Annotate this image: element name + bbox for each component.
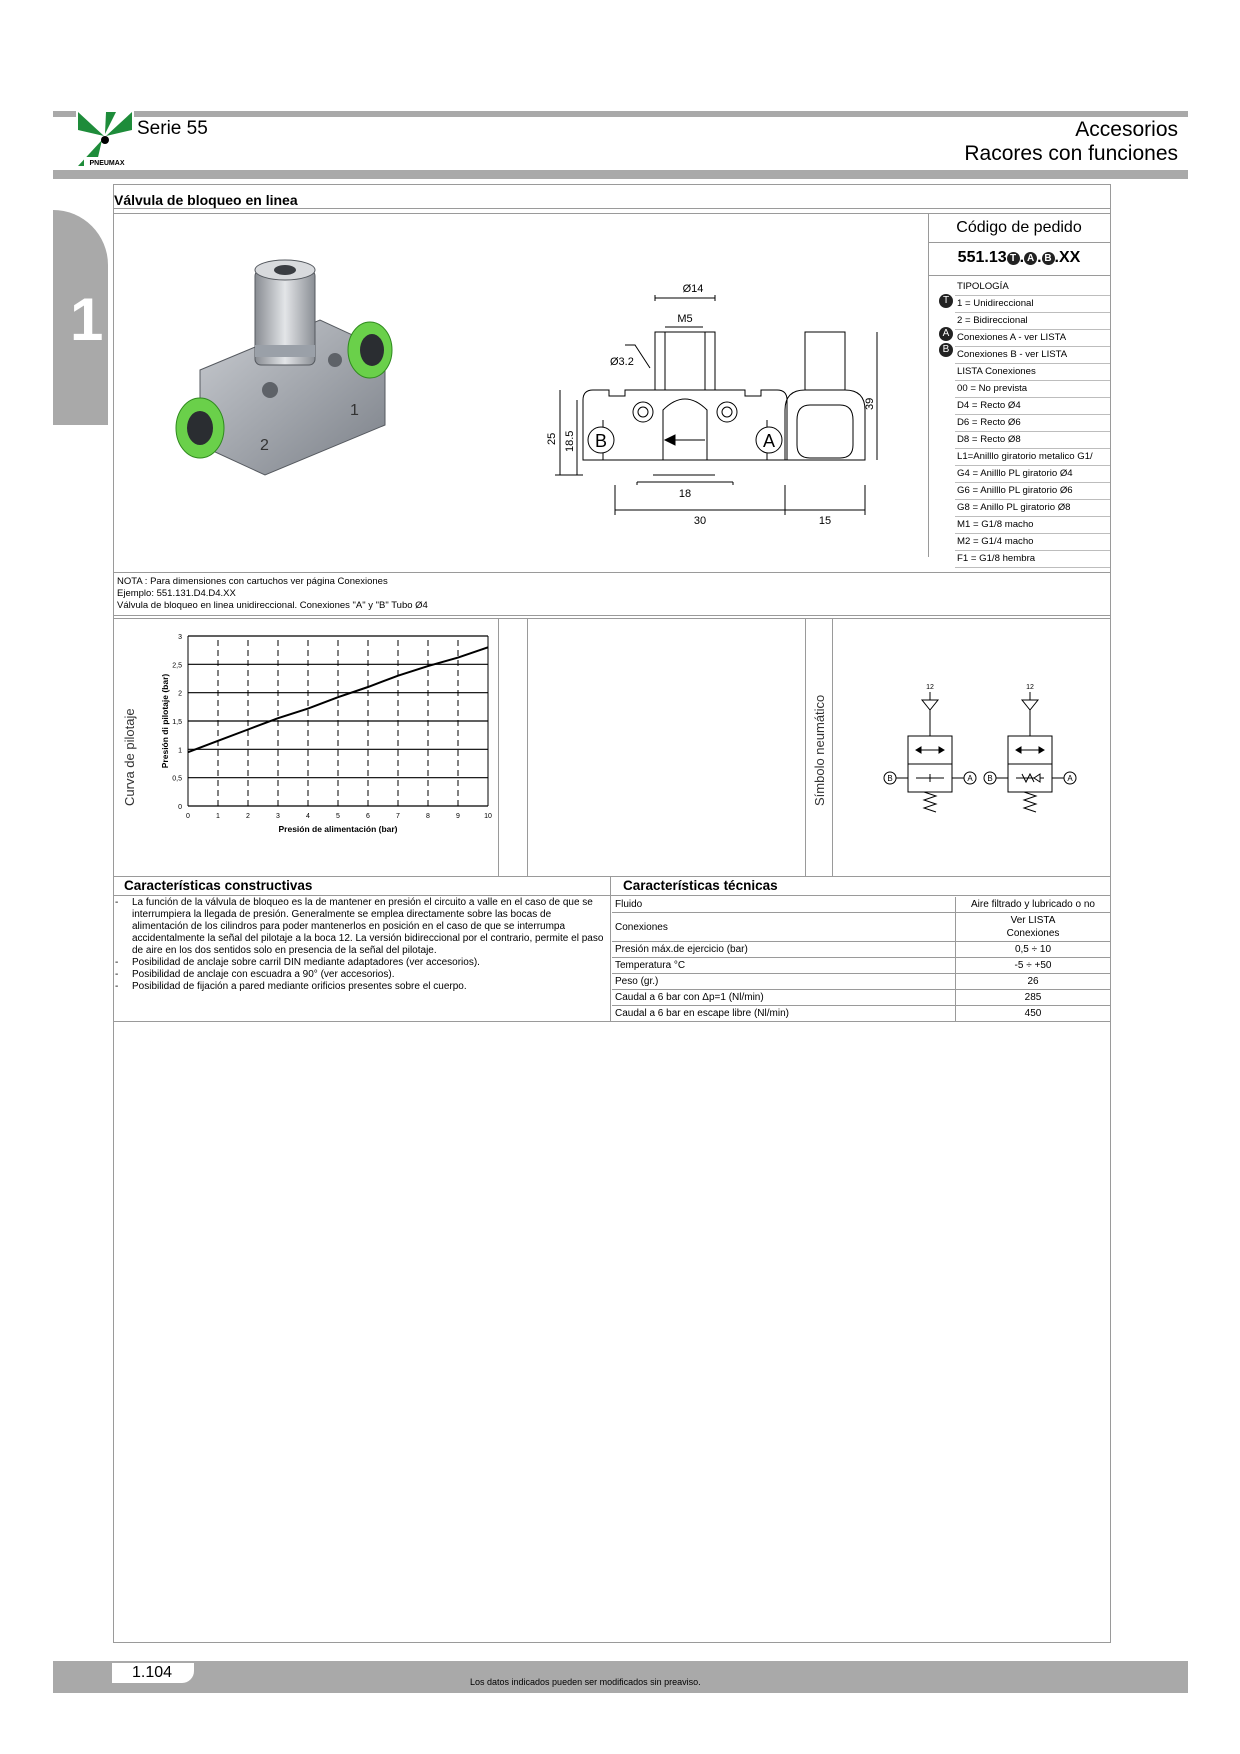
rule <box>113 876 1111 877</box>
dim-15: 15 <box>818 515 832 527</box>
symbol-port-a: A <box>967 774 973 783</box>
footer-note: Los datos indicados pueden ser modificados sin preaviso. <box>470 1677 701 1687</box>
table-key: Presión máx.de ejercicio (bar) <box>612 942 956 957</box>
code-row: M1 = G1/8 macho <box>955 517 1110 534</box>
symbol-port-12: 12 <box>926 684 934 691</box>
order-code: 551.13 T . A . B .XX <box>957 249 1081 266</box>
header-bottom-rule <box>53 170 1188 179</box>
table-key: Peso (gr.) <box>612 974 956 989</box>
code-row: Conexiones A - ver LISTA <box>955 330 1110 347</box>
x-tick-label: 7 <box>396 813 400 820</box>
code-row: Conexiones B - ver LISTA <box>955 347 1110 364</box>
y-tick-label: 3 <box>178 634 182 641</box>
symbol-port-12: 12 <box>1026 684 1034 691</box>
list-item-text: Posibilidad de anclaje sobre carril DIN mediante adaptadores (ver accesorios). <box>132 957 480 968</box>
dim-39: 39 <box>864 397 876 410</box>
marker-t-icon: T <box>939 294 953 308</box>
table-key: Caudal a 6 bar en escape libre (Nl/min) <box>612 1006 956 1021</box>
x-tick-label: 9 <box>456 813 460 820</box>
page-number: 1.104 <box>112 1663 194 1683</box>
table-key: Caudal a 6 bar con Δp=1 (Nl/min) <box>612 990 956 1005</box>
table-row <box>612 974 1110 990</box>
rule <box>113 618 1111 619</box>
pilot-curve-chart <box>140 624 490 870</box>
rule <box>113 213 1111 214</box>
subcategory-title: Racores con funciones <box>964 142 1178 165</box>
constructive-list <box>114 897 608 993</box>
marker-a-icon: A <box>1024 252 1037 265</box>
code-row: 1 = Unidireccional <box>955 296 1110 313</box>
dimension-drawing <box>525 270 875 540</box>
divider <box>610 876 611 1021</box>
code-row: TIPOLOGÍA <box>955 279 1110 296</box>
y-axis-label: Presión di pilotaje (bar) <box>160 673 170 769</box>
x-tick-label: 4 <box>306 813 310 820</box>
dim-18: 18 <box>678 488 692 500</box>
code-row: D6 = Recto Ø6 <box>955 415 1110 432</box>
table-value: -5 ÷ +50 <box>1014 960 1052 971</box>
table-value: 0,5 ÷ 10 <box>1014 944 1052 955</box>
x-tick-label: 5 <box>336 813 340 820</box>
divider <box>498 618 499 876</box>
constructive-title: Características constructivas <box>124 878 313 893</box>
rule <box>928 242 1111 243</box>
symbol-port-a: A <box>1067 774 1073 783</box>
list-item: - La función de la válvula de bloqueo es la de mantener en presión el circuito a valle en el caso de que se interrumpiera la llegada de presión. Generalmente se emplea directamente sobre las bocas de alimentación de los cilindros para poder mantenerlos en posición en el caso de que se interrumpa accidentalmente la señal del pilotaje a la boca 12. La versión bidireccional por el contrario, permite el paso de aire en los dos sentidos solo en presencia de la señal del pilotaje. <box>115 897 604 956</box>
note-line: Válvula de bloqueo en linea unidireccional. Conexiones "A" y "B" Tubo Ø4 <box>117 600 428 611</box>
table-value: 450 <box>1024 1008 1042 1019</box>
dim-30: 30 <box>693 515 707 527</box>
port-a-label: A <box>762 431 776 451</box>
table-row <box>612 897 1110 913</box>
notes <box>117 576 428 612</box>
chapter-number: 1 <box>70 286 104 353</box>
curve-label: Curva de pilotaje <box>122 708 137 806</box>
code-row: D8 = Recto Ø8 <box>955 432 1110 449</box>
rule <box>113 572 1111 573</box>
order-code-prefix: 551.13 <box>957 249 1007 266</box>
x-tick-label: 0 <box>186 813 190 820</box>
table-row <box>612 1006 1110 1022</box>
svg-text:2: 2 <box>260 437 269 454</box>
code-row: G6 = Anilllo PL giratorio Ø6 <box>955 483 1110 500</box>
order-code-suffix: .XX <box>1054 249 1081 266</box>
header-top-rule <box>53 111 1188 117</box>
y-tick-label: 2,5 <box>172 662 182 670</box>
dim-d14: Ø14 <box>682 283 704 295</box>
table-row <box>612 942 1110 958</box>
svg-text:1: 1 <box>350 402 359 419</box>
table-key: Conexiones <box>612 913 956 941</box>
y-tick-label: 0 <box>178 804 182 811</box>
technical-table <box>612 897 1110 1022</box>
dim-d32: Ø3.2 <box>610 356 634 368</box>
list-item-text: La función de la válvula de bloqueo es la de mantener en presión el circuito a valle en el caso de que se interrumpiera la llegada de presión. Generalmente se emplea directamente sobre las bocas de alimentación de los cilindros para poder mantenerlos en posición en el caso de que se interrumpa accidentalmente la señal del pilotaje a la boca 12. La versión bidireccional por el contrario, permite el paso de aire en los dos sentidos solo en presencia de la señal del pilotaje. <box>132 897 604 956</box>
y-tick-label: 2 <box>178 690 182 698</box>
divider <box>527 618 528 876</box>
x-tick-label: 6 <box>366 813 370 820</box>
dim-m5: M5 <box>677 313 693 325</box>
dim-18-5: 18.5 <box>564 430 576 452</box>
symbol-label: Símbolo neumático <box>812 694 827 806</box>
code-row: F1 = G1/8 hembra <box>955 551 1110 568</box>
list-item: - Posibilidad de anclaje sobre carril DIN mediante adaptadores (ver accesorios). <box>115 957 480 968</box>
technical-title: Características técnicas <box>623 878 778 893</box>
order-code-list <box>955 279 1110 568</box>
marker-b-icon: B <box>939 343 953 357</box>
table-row <box>612 958 1110 974</box>
divider <box>832 618 833 876</box>
series-label: Serie 55 <box>137 118 208 139</box>
x-tick-label: 2 <box>246 813 250 820</box>
pneumatic-symbol <box>880 680 1080 815</box>
pneumax-logo <box>76 110 134 168</box>
y-tick-label: 0,5 <box>172 775 182 783</box>
list-item: - Posibilidad de fijación a pared mediante orificios presentes sobre el cuerpo. <box>115 981 467 992</box>
brand-name: PNEUMAX <box>89 160 125 167</box>
code-row: G4 = Anilllo PL giratorio Ø4 <box>955 466 1110 483</box>
code-row: 2 = Bidireccional <box>955 313 1110 330</box>
note-line: Ejemplo: 551.131.D4.D4.XX <box>117 588 236 599</box>
table-value: Ver LISTA Conexiones <box>1006 915 1060 939</box>
code-row: L1=Anilllo giratorio metalico G1/ <box>955 449 1110 466</box>
x-tick-label: 10 <box>484 813 492 820</box>
dim-25: 25 <box>546 432 558 445</box>
rule <box>113 1021 1111 1022</box>
category-title: Accesorios <box>1075 118 1178 141</box>
table-row <box>612 913 1110 942</box>
x-tick-label: 3 <box>276 813 280 820</box>
table-value: 285 <box>1024 992 1042 1003</box>
list-item-text: Posibilidad de anclaje con escuadra a 90° (ver accesorios). <box>132 969 395 980</box>
port-b-label: B <box>594 431 608 451</box>
rule <box>113 895 1111 896</box>
x-tick-label: 8 <box>426 813 430 820</box>
y-tick-label: 1,5 <box>172 719 182 726</box>
marker-a-icon: A <box>939 327 953 341</box>
y-tick-label: 1 <box>178 747 182 755</box>
table-value: 26 <box>1027 976 1039 987</box>
marker-b-icon: B <box>1042 252 1055 265</box>
rule <box>113 208 1111 209</box>
note-line: NOTA : Para dimensiones con cartuchos ver página Conexiones <box>117 576 388 587</box>
x-tick-label: 1 <box>216 813 220 820</box>
table-row <box>612 990 1110 1006</box>
table-key: Fluido <box>612 897 956 912</box>
list-item: - Posibilidad de anclaje con escuadra a 90° (ver accesorios). <box>115 969 395 980</box>
code-row: M2 = G1/4 macho <box>955 534 1110 551</box>
symbol-port-b: B <box>987 774 993 783</box>
header-titles <box>964 118 1178 166</box>
code-row: D4 = Recto Ø4 <box>955 398 1110 415</box>
rule <box>113 615 1111 616</box>
table-value: Aire filtrado y lubricado o no <box>971 899 1095 910</box>
section-title: Válvula de bloqueo en linea <box>114 192 298 208</box>
rule <box>928 275 1111 276</box>
marker-t-icon: T <box>1007 252 1020 265</box>
symbol-port-b: B <box>887 774 893 783</box>
table-key: Temperatura °C <box>612 958 956 973</box>
divider <box>805 618 806 876</box>
code-row: 00 = No prevista <box>955 381 1110 398</box>
list-item-text: Posibilidad de fijación a pared mediante orificios presentes sobre el cuerpo. <box>132 981 467 992</box>
code-row: G8 = Anillo PL giratorio Ø8 <box>955 500 1110 517</box>
code-row: LISTA Conexiones <box>955 364 1110 381</box>
x-axis-label: Presión de alimentación (bar) <box>278 824 398 834</box>
valve-product-image <box>160 250 430 490</box>
order-code-title: Código de pedido <box>956 219 1082 236</box>
